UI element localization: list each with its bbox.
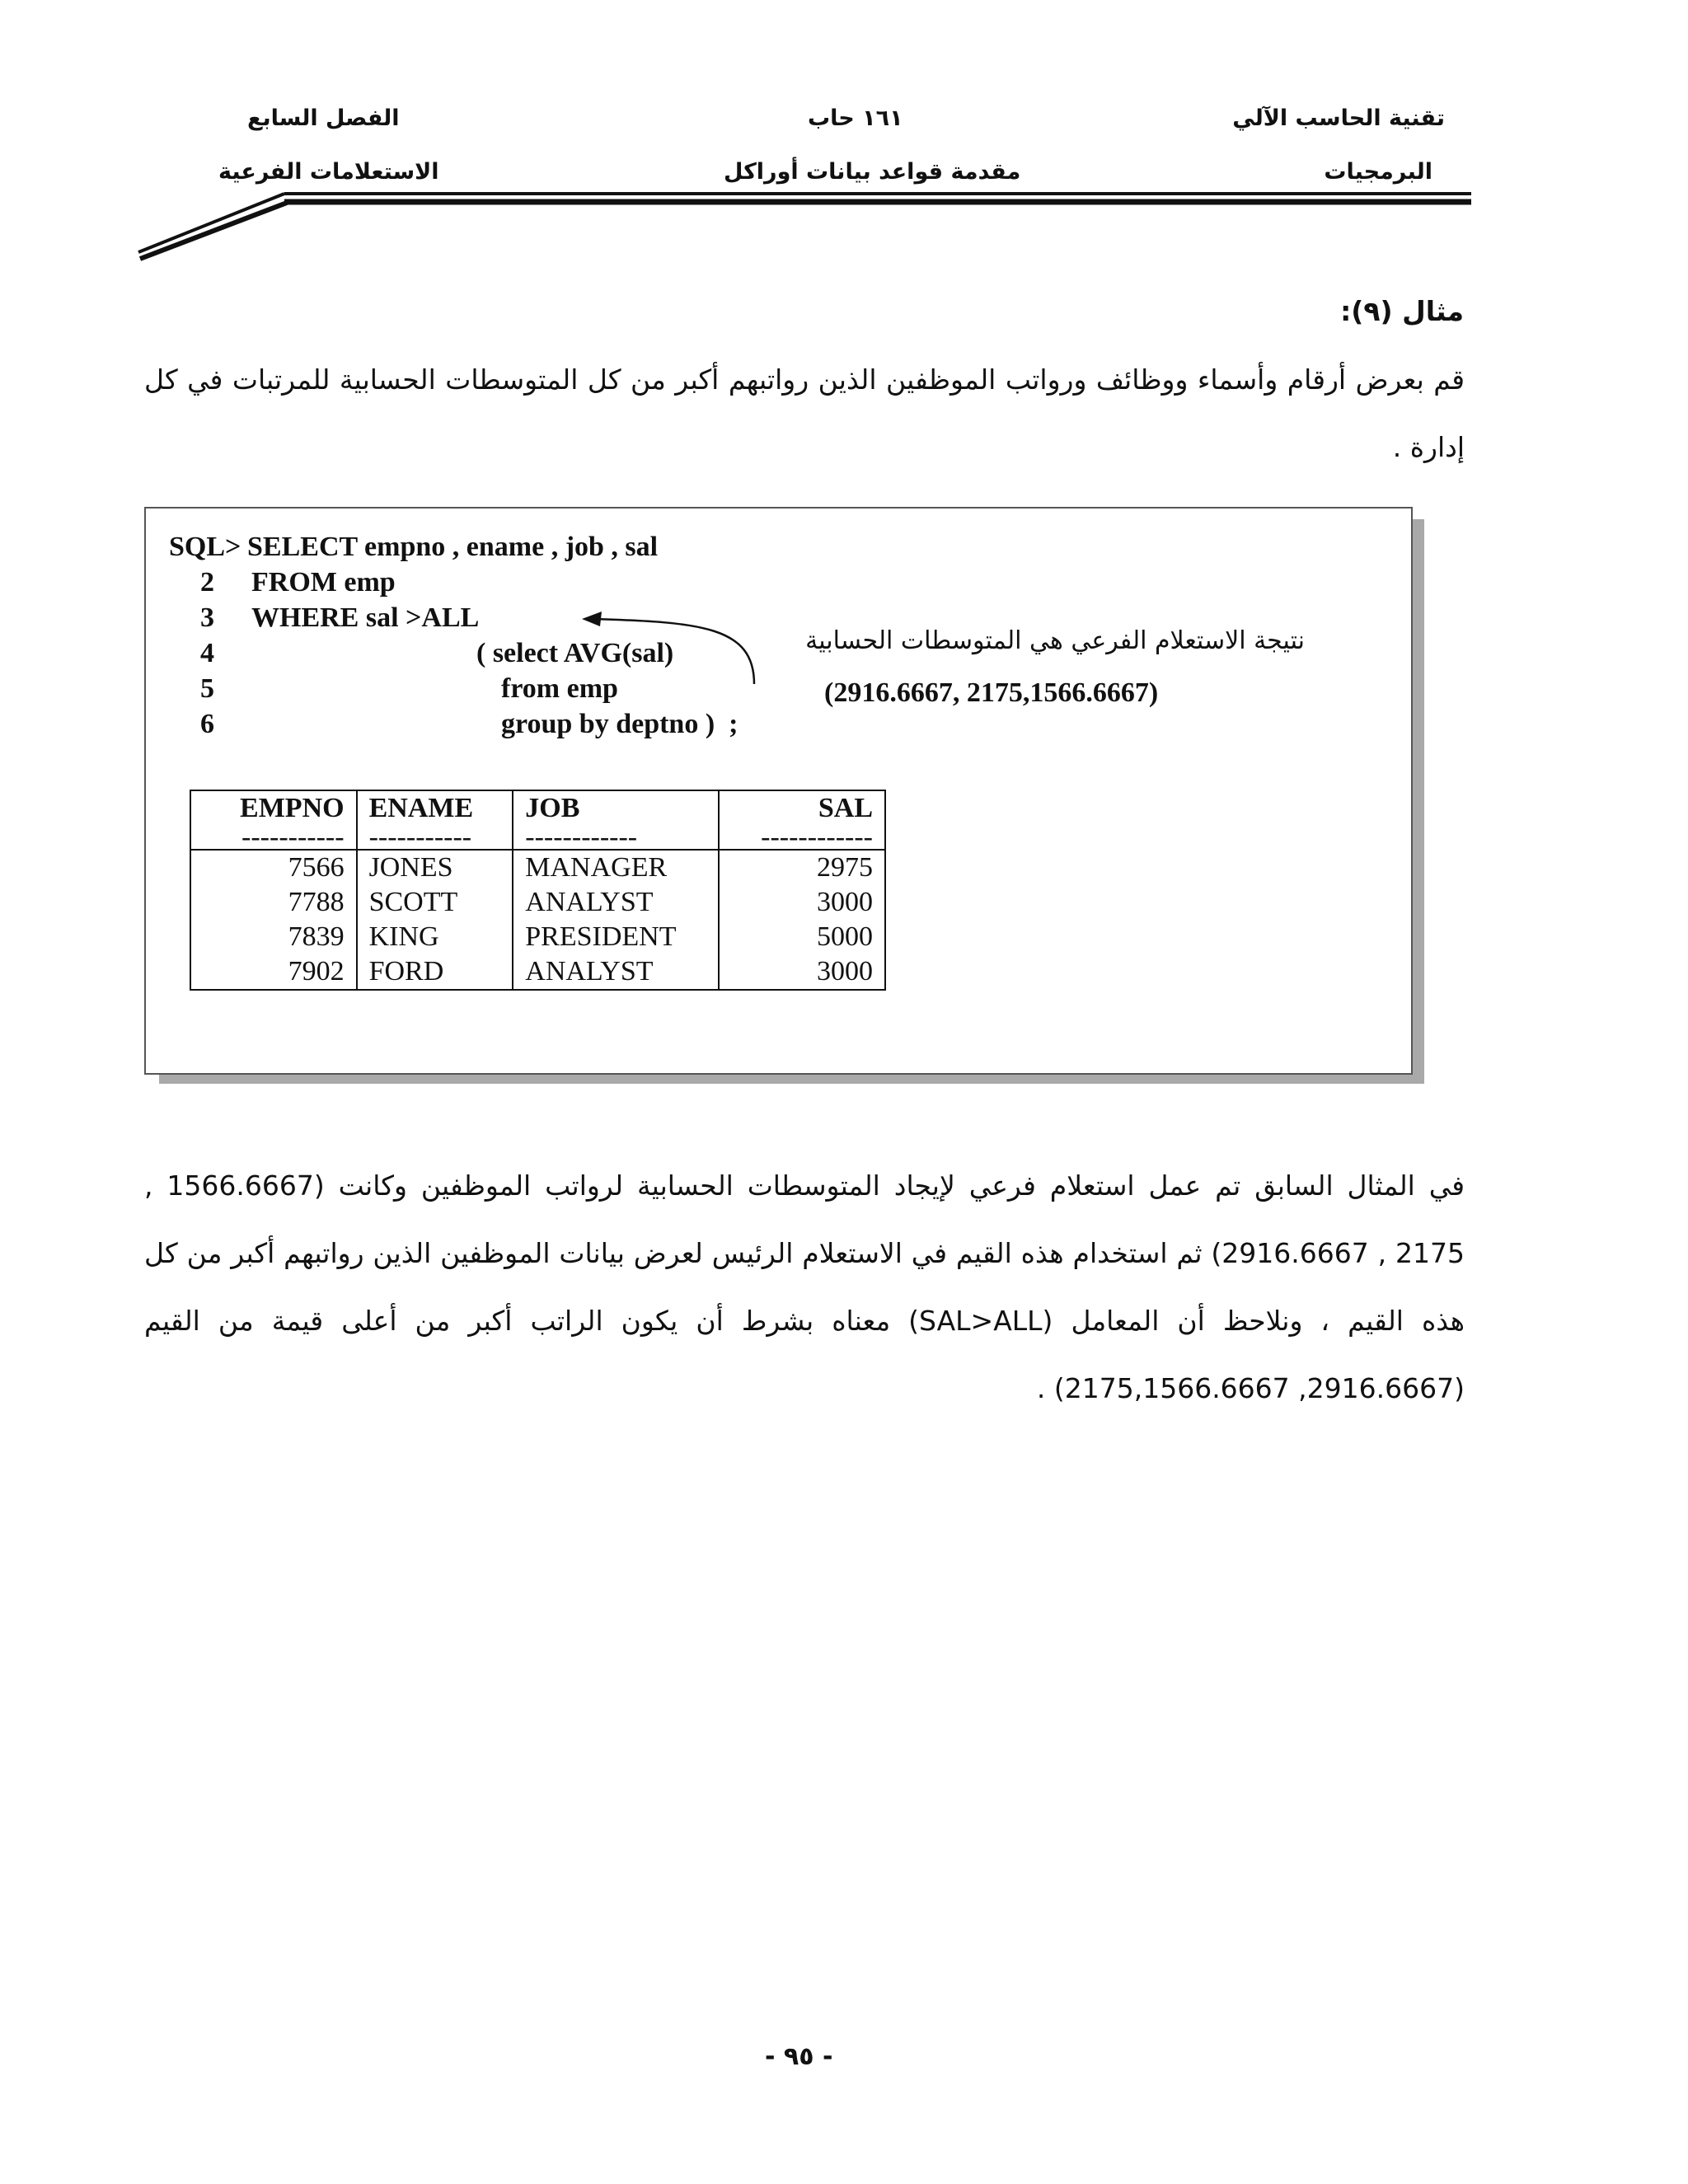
sql-line-2: FROM emp — [251, 567, 396, 598]
sql-line-4: ( select AVG(sal) — [476, 638, 674, 668]
annotation-values: (2916.6667, 2175,1566.6667) — [824, 677, 1159, 708]
course-code: ١٦١ حاب — [808, 105, 903, 131]
cell-job: ANALYST — [513, 885, 719, 920]
column-header: EMPNO — [190, 790, 357, 826]
annotation-text: نتيجة الاستعلام الفرعي هي المتوسطات الحسابية — [805, 626, 1305, 655]
cell-sal: 5000 — [719, 920, 885, 954]
sql-line-5: from emp — [501, 673, 618, 704]
example-label: مثال (٩): — [1340, 295, 1464, 327]
result-table — [190, 790, 886, 991]
sql-line-1: SELECT empno , ename , job , sal — [247, 532, 659, 562]
cell-ename: KING — [357, 920, 513, 954]
cell-empno: 7788 — [190, 885, 357, 920]
cell-sal: 3000 — [719, 885, 885, 920]
cell-job: ANALYST — [513, 954, 719, 990]
dash-separator: ------------ — [513, 826, 719, 850]
sql-line-number: 5 — [200, 673, 214, 704]
page-number: - ٩٥ - — [765, 2042, 833, 2071]
cell-ename: JONES — [357, 850, 513, 885]
dash-separator: ----------- — [190, 826, 357, 850]
chapter-label: الفصل السابع — [247, 105, 400, 131]
cell-ename: FORD — [357, 954, 513, 990]
book-title: تقنية الحاسب الآلي — [1232, 105, 1445, 131]
table-row — [190, 954, 885, 990]
chapter-title: الاستعلامات الفرعية — [218, 159, 439, 185]
table-row — [190, 850, 885, 885]
cell-job: MANAGER — [513, 850, 719, 885]
column-header: JOB — [513, 790, 719, 826]
cell-empno: 7839 — [190, 920, 357, 954]
sql-line-number: 3 — [200, 602, 214, 633]
table-row — [190, 885, 885, 920]
book-subtitle: البرمجيات — [1324, 159, 1432, 185]
sql-line-3: WHERE sal >ALL — [251, 602, 480, 633]
sql-line-number: 2 — [200, 567, 214, 598]
sql-line-6: group by deptno ) ; — [501, 709, 738, 739]
cell-empno: 7566 — [190, 850, 357, 885]
example-task: قم بعرض أرقام وأسماء ووظائف ورواتب الموظفين الذين رواتبهم أكبر من كل المتوسطات الحسابية للمرتبات في كل إدارة . — [144, 363, 1465, 463]
sql-prompt: SQL> — [169, 532, 241, 562]
cell-sal: 3000 — [719, 954, 885, 990]
cell-ename: SCOTT — [357, 885, 513, 920]
table-header-row — [190, 790, 885, 826]
sql-line-number: 4 — [200, 638, 214, 668]
dash-separator: ------------ — [719, 826, 885, 850]
column-header: ENAME — [357, 790, 513, 826]
column-header: SAL — [719, 790, 885, 826]
cell-job: PRESIDENT — [513, 920, 719, 954]
explanation-paragraph: في المثال السابق تم عمل استعلام فرعي لإيجاد المتوسطات الحسابية لرواتب الموظفين وكانت (1566.6667 , 2175 , 2916.6667) ثم استخدام هذه القيم في الاستعلام الرئيس لعرض بيانات الموظفين الذين رواتبهم أكبر من كل هذه القيم ، ونلاحظ أن المعامل (SAL>ALL) معناه بشرط أن يكون الراتب أكبر من أعلى قيمة من القيم (2916.6667, 2175,1566.6667) . — [144, 1169, 1465, 1404]
table-row — [190, 920, 885, 954]
cell-empno: 7902 — [190, 954, 357, 990]
sql-line-number: 6 — [200, 709, 214, 739]
dash-separator: ----------- — [357, 826, 513, 850]
cell-sal: 2975 — [719, 850, 885, 885]
table-dash-row — [190, 826, 885, 850]
course-title: مقدمة قواعد بيانات أوراكل — [724, 159, 1021, 185]
